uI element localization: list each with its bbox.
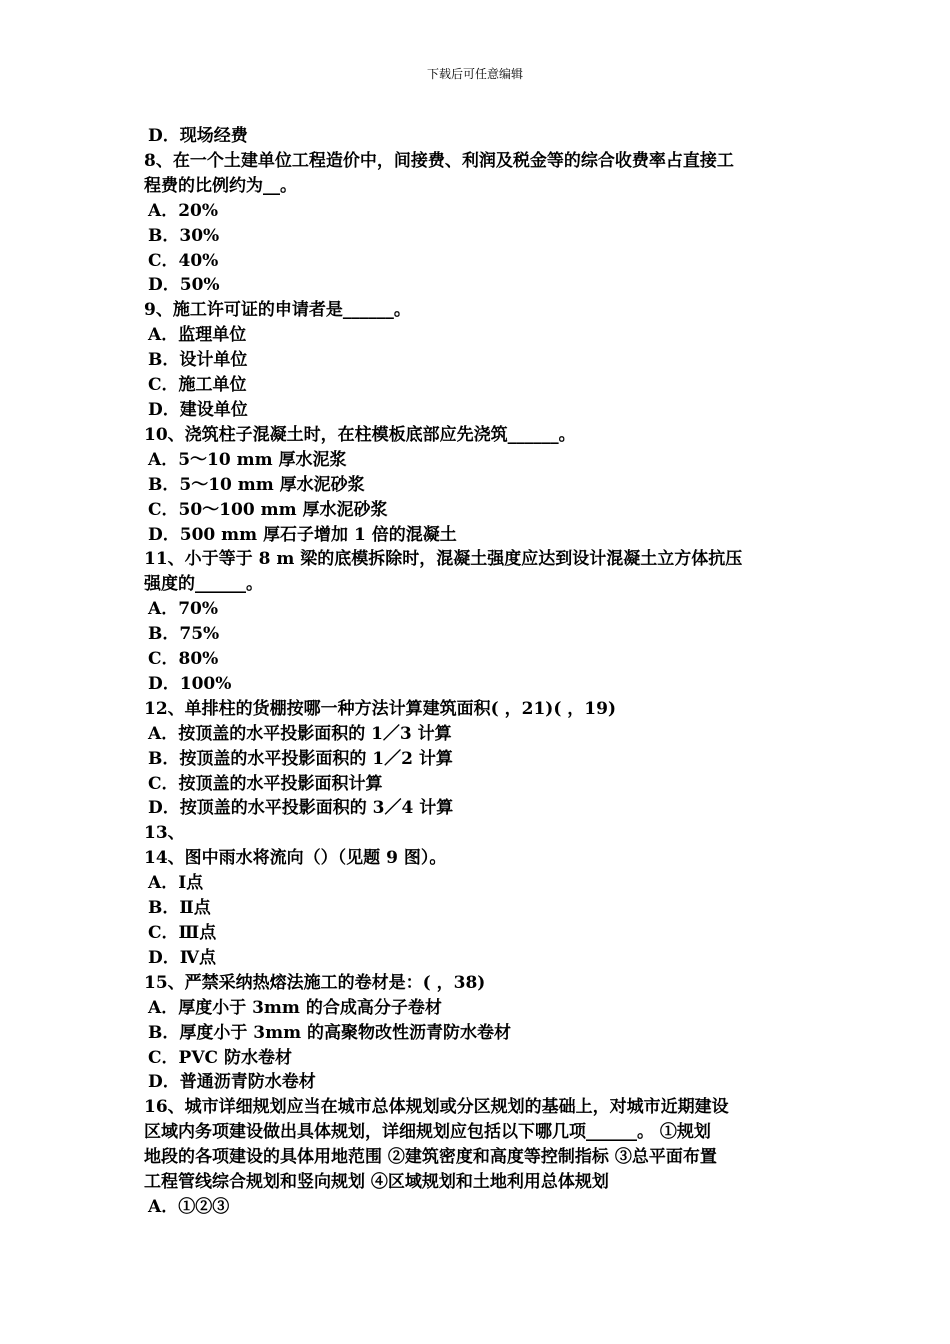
question-text: 15、严禁采纳热熔法施工的卷材是：( ，38): [144, 972, 486, 993]
question-text: 区域内务项建设做出具体规划，详细规划应包括以下哪几项______。 ①规划: [144, 1122, 711, 1143]
question-text: 10、浇筑柱子混凝土时，在柱模板底部应先浇筑______。: [144, 424, 576, 445]
answer-option: A．70%: [148, 599, 219, 620]
answer-option: A．监理单位: [148, 325, 247, 346]
question-text: 地段的各项建设的具体用地范围 ②建筑密度和高度等控制指标 ③总平面布置: [144, 1147, 717, 1168]
answer-option: D．普通沥青防水卷材: [148, 1072, 316, 1093]
answer-option: D．500 mm 厚石子增加 1 倍的混凝土: [148, 524, 457, 545]
answer-option: A．厚度小于 3mm 的合成高分子卷材: [148, 997, 442, 1018]
answer-option: D．100%: [148, 673, 232, 694]
page-header: 下载后可任意编辑: [426, 67, 523, 81]
answer-option: B．设计单位: [148, 350, 248, 371]
page-content: [144, 124, 812, 1220]
answer-option: C．Ⅲ点: [148, 923, 217, 943]
question-text: 14、图中雨水将流向（）（见题 9 图）。: [144, 848, 447, 869]
question-text: 11、小于等于 8 m 梁的底模拆除时，混凝土强度应达到设计混凝土立方体抗压: [144, 549, 743, 570]
answer-option: C．80%: [148, 649, 219, 670]
question-text: 13、: [144, 823, 185, 844]
answer-option: A．5～10 mm 厚水泥浆: [148, 449, 347, 470]
answer-option: A．Ⅰ点: [148, 873, 204, 894]
answer-option: C．40%: [148, 250, 219, 271]
answer-option: B．30%: [148, 225, 220, 246]
question-text: 9、施工许可证的申请者是______。: [144, 300, 411, 321]
answer-option: B．Ⅱ点: [148, 898, 211, 919]
question-text: 强度的______。: [144, 574, 263, 595]
question-text: 16、城市详细规划应当在城市总体规划或分区规划的基础上，对城市近期建设: [144, 1097, 729, 1118]
answer-option: C．施工单位: [148, 375, 247, 396]
answer-option: D．50%: [148, 275, 220, 296]
answer-option: C．50～100 mm 厚水泥砂浆: [148, 499, 388, 520]
answer-option: B．5～10 mm 厚水泥砂浆: [148, 474, 365, 495]
answer-option: D．Ⅳ点: [148, 947, 217, 968]
answer-option: D．建设单位: [148, 399, 248, 420]
question-text: 12、单排柱的货棚按哪一种方法计算建筑面积( ，21)( ，19): [144, 698, 616, 719]
answer-option: A．20%: [148, 200, 219, 221]
answer-option: B．75%: [148, 624, 220, 645]
answer-option: A．按顶盖的水平投影面积的 1／3 计算: [148, 723, 452, 744]
answer-option: C．按顶盖的水平投影面积计算: [148, 773, 383, 794]
answer-option: B．按顶盖的水平投影面积的 1／2 计算: [148, 748, 453, 769]
answer-option: D．按顶盖的水平投影面积的 3／4 计算: [148, 798, 454, 819]
answer-option: B．厚度小于 3mm 的高聚物改性沥青防水卷材: [148, 1022, 512, 1043]
answer-option: D．现场经费: [148, 126, 248, 146]
question-text: 工程管线综合规划和竖向规划 ④区域规划和土地利用总体规划: [144, 1172, 609, 1193]
question-text: 8、在一个土建单位工程造价中，间接费、利润及税金等的综合收费率占直接工: [144, 150, 734, 171]
question-text: 程费的比例约为__。: [144, 175, 297, 196]
answer-option: A．①②③: [148, 1196, 230, 1217]
answer-option: C．PVC 防水卷材: [148, 1047, 292, 1068]
